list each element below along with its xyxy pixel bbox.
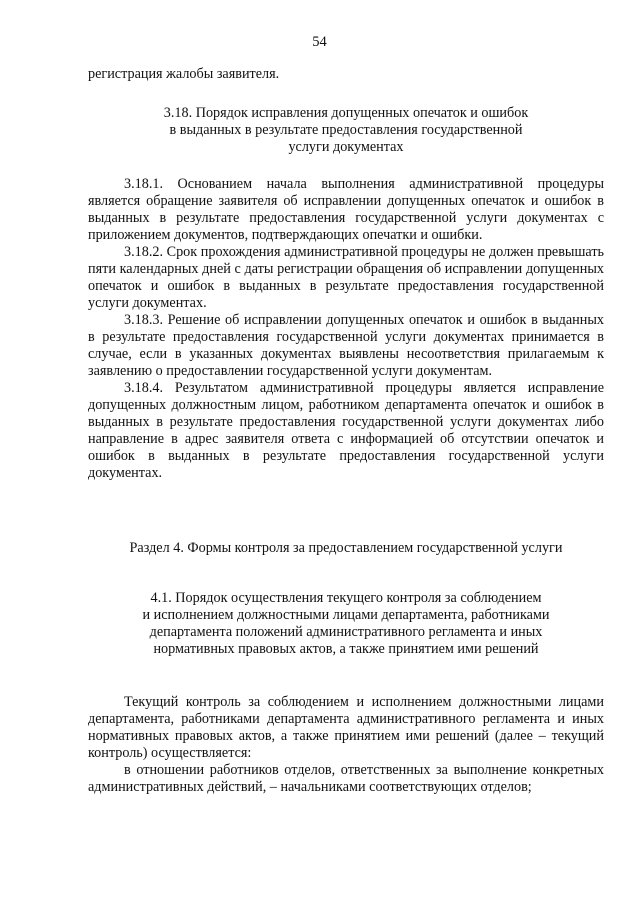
page-number: 54	[312, 34, 327, 50]
section-318-title-line: в выданных в результате предоставления государственной	[169, 122, 523, 138]
paragraph-4-1-intro: Текущий контроль за соблюдением и исполнением должностными лицами департамента, работниками департамента административного регламента и иных нормативных правовых актов, а также принятием ими решений (далее – текущий контроль) осуществляется:	[88, 694, 604, 761]
section-41-title	[88, 590, 604, 658]
paragraph-4-1-item: в отношении работников отделов, ответственных за выполнение конкретных административных действий, – начальниками соответствующих отделов;	[88, 762, 604, 795]
section-318-body	[88, 176, 604, 482]
section-318-title-line: услуги документах	[288, 139, 404, 155]
section-41-body	[88, 694, 604, 796]
section-41-title-line: и исполнением должностными лицами департамента, работниками	[142, 607, 550, 623]
intro-text	[88, 66, 604, 83]
section-4-title	[88, 540, 604, 557]
section-41-title-line: департамента положений административного регламента и иных	[149, 624, 543, 640]
paragraph-3-18-2: 3.18.2. Срок прохождения административной процедуры не должен превышать пяти календарных дней с даты регистрации обращения об исправлении допущенных опечаток и ошибок в выданных в результате предоставления государственной услуги документах.	[88, 244, 604, 311]
intro-line: регистрация жалобы заявителя.	[88, 66, 280, 82]
section-318-title	[88, 105, 604, 156]
section-41-title-line: 4.1. Порядок осуществления текущего контроля за соблюдением	[150, 590, 542, 606]
section-318-title-line: 3.18. Порядок исправления допущенных опечаток и ошибок	[163, 105, 529, 121]
paragraph-3-18-4: 3.18.4. Результатом административной процедуры является исправление допущенных должностным лицом, работником департамента опечаток и ошибок в выданных в результате предоставления государственной услуги документах либо направление в адрес заявителя ответа с информацией об отсутствии опечаток и ошибок в выданных в результате предоставления государственной услуги документах.	[88, 380, 604, 481]
paragraph-3-18-1: 3.18.1. Основанием начала выполнения административной процедуры является обращение заявителя об исправлении допущенных опечаток и ошибок в выданных в результате предоставления государственной услуги документах с приложением документов, подтверждающих опечатки и ошибки.	[88, 176, 604, 243]
section-4-title-text: Раздел 4. Формы контроля за предоставлением государственной услуги	[129, 540, 563, 556]
paragraph-3-18-3: 3.18.3. Решение об исправлении допущенных опечаток и ошибок в выданных в результате предоставления государственной услуги документах принимается в случае, если в указанных документах выявлены несоответствия прилагаемым к заявлению о предоставлении государственной услуги документам.	[88, 312, 604, 379]
section-41-title-line: нормативных правовых актов, а также принятием ими решений	[153, 641, 539, 657]
